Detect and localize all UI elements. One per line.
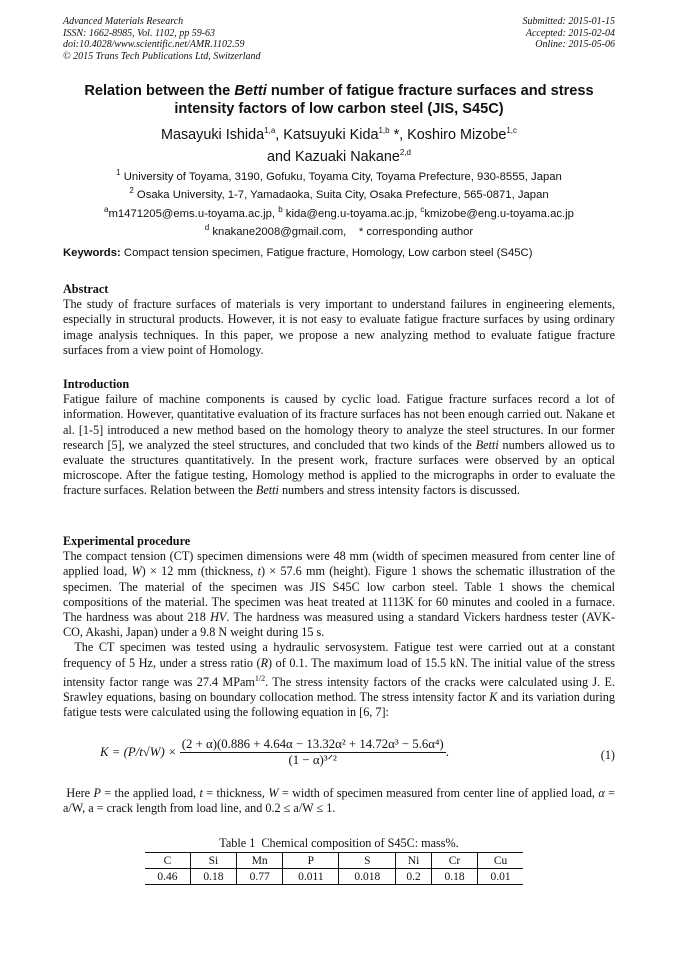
dates-info — [523, 16, 616, 51]
experimental-section — [63, 534, 619, 721]
table-cell: 0.2 — [396, 869, 432, 885]
table-header-cell: C — [145, 853, 190, 869]
keywords-text: Compact tension specimen, Fatigue fracture, Homology, Low carbon steel (S45C) — [120, 247, 533, 259]
introduction-heading: Introduction — [63, 377, 130, 391]
table-header-cell: Mn — [237, 853, 283, 869]
issn: ISSN: 1662-8985, Vol. 1102, pp 59-63 — [63, 27, 216, 39]
email-link[interactable]: kmizobe@eng.u-toyama.ac.jp — [424, 207, 574, 220]
email-line-2: $^d$ knakane2008@gmail.com, * corresponding author — [204, 222, 474, 238]
table-cell: 0.18 — [431, 869, 477, 885]
submitted-date: Submitted: 2015-01-15 — [522, 16, 615, 27]
author-name: *, Koshiro Mizobe — [389, 126, 507, 143]
table-cell: 0.46 — [145, 869, 190, 885]
paper-title: Relation between the Betti number of fatigue fracture surfaces and stress intensity factors of low carbon steel (JIS, S45C) — [84, 83, 594, 117]
doi: doi:10.4028/www.scientific.net/AMR.1102.59 — [63, 39, 245, 50]
table-cell: 0.011 — [283, 869, 339, 885]
introduction-section — [63, 377, 615, 499]
equation-lhs: K = (P/t√W) × — [100, 745, 177, 759]
table-caption: Table 1 Chemical composition of S45C: mass%. — [219, 836, 459, 850]
email-link[interactable]: kida@eng.u-toyama.ac.jp, — [282, 207, 421, 220]
table-header-row — [145, 853, 523, 869]
keywords — [63, 246, 615, 260]
author-name: Masayuki Ishida — [160, 126, 265, 143]
table-row — [145, 869, 523, 885]
introduction-text: Fatigue failure of machine components is caused by cyclic load. Fatigue fracture surfaces record a lot of information. However, quantitative evaluation of its fracture surfaces has not been enough carried out. Nakane et al. [1-5] introduced a new method based on the homology theory to analyze the steel structures. In our former research [5], we analyzed the steel structures, and concluded that two kinds of the Betti numbers allowed us to evaluate the structures quantitatively. In the present work, fracture surfaces were observed by an optical microscope. After the fatigue testing, Homology method is applied to the micrographs in order to evaluate the fracture surfaces. Relation between the Betti numbers and stress intensity factors is discussed. — [63, 392, 615, 498]
table-cell: 0.01 — [478, 869, 523, 885]
equation-numerator: (2 + α)(0.886 + 4.64α − 13.32α² + 14.72α³ − 5.6α⁴) — [181, 737, 444, 751]
author-name: , Katsuyuki Kida — [275, 126, 379, 143]
corresponding-note: * corresponding author — [346, 225, 474, 238]
equation-number: (1) — [600, 748, 615, 762]
journal-info — [63, 16, 261, 62]
table-header-cell: Si — [190, 853, 236, 869]
accepted-date: Accepted: 2015-02-04 — [525, 27, 615, 39]
chemical-composition-table — [145, 852, 523, 885]
equation-1: K = (P/t√W) × $\frac{\text{(2 + α)(0.886 + 4.64α − 13.32α² + 14.72α³ − 5.6α⁴)}}{\text{(1 − α)³ᐟ²}}$ . — [100, 737, 449, 767]
experimental-paragraph-2: The CT specimen was tested using a hydraulic servosystem. Fatigue test were carried out at a constant frequency of 5 Hz, under a stress ratio (R) of 0.1. The maximum load of 15.5 kN. The initial value of the stress intensity factor range was 27.4 MPam$^{1/2}$. The stress intensity factors of the cracks were calculated using J. E. Srawley equations, basing on boundary collocation method. The stress intensity factor K and its variation during fatigue tests were calculated using the following equation in [6, 7]: — [63, 640, 619, 720]
equation-denominator: (1 − α)³ᐟ² — [180, 752, 446, 768]
table-header-cell: Cr — [431, 853, 477, 869]
table-cell: 0.77 — [237, 869, 283, 885]
email-line-1: $^a$m1471205@ems.u-toyama.ac.jp, $^b$ kida@eng.u-toyama.ac.jp, $^c$kmizobe@eng.u-toyama.ac.jp — [104, 204, 574, 220]
copyright: © 2015 Trans Tech Publications Ltd, Switzerland — [63, 50, 261, 62]
experimental-paragraph-1: The compact tension (CT) specimen dimensions were 48 mm (width of specimen measured from center line of applied load, W) × 12 mm (thickness, t) × 57.6 mm (height). Figure 1 shows the schematic illustration of the specimen. The material of the specimen was JIS S45C low carbon steel. Table 1 shows the chemical compositions of the material. The specimen was heat treated at 1113K for 60 minutes and cooled in a furnace. The hardness was about 218 HV. The hardness was measured using a standard Vickers hardness tester (AVK-CO, Akashi, Japan) under a 9.8 N weight during 15 s. — [63, 549, 615, 640]
abstract-heading: Abstract — [63, 282, 109, 296]
equation-fraction — [180, 737, 446, 768]
where-clause: Here P = the applied load, t = thickness, W = width of specimen measured from center line of applied load, α = a/W, a = crack length from load line, and 0.2 ≤ a/W ≤ 1. — [63, 786, 619, 816]
experimental-heading: Experimental procedure — [63, 534, 191, 548]
online-date: Online: 2015-05-06 — [535, 39, 615, 50]
table-header-cell: Cu — [478, 853, 523, 869]
affiliations — [63, 166, 615, 239]
table-header-cell: Ni — [396, 853, 432, 869]
keywords-label: Keywords: — [63, 247, 121, 259]
journal-name: Advanced Materials Research — [63, 16, 184, 27]
table-cell: 0.018 — [339, 869, 396, 885]
table-header-cell: P — [283, 853, 339, 869]
email-link[interactable]: m1471205@ems.u-toyama.ac.jp, — [108, 207, 279, 220]
affiliation-2: $^2$ Osaka University, 1-7, Yamadaoka, Suita City, Osaka Prefecture, 565-0871, Japan — [129, 186, 549, 202]
abstract-text: The study of fracture surfaces of materials is very important to understand failures in engineering elements, especially in structural products. However, it is not easy to evaluate fatigue fracture surfaces by using ordinary image analysis techniques. In this paper, we propose a new analyzing method to evaluate fatigue fracture surfaces from a view point of Homology. — [63, 297, 615, 357]
email-link[interactable]: knakane2008@gmail.com, — [209, 225, 347, 238]
table-cell: 0.18 — [190, 869, 236, 885]
affiliation-1: $^1$ University of Toyama, 3190, Gofuku, Toyama City, Toyama Prefecture, 930-8555, Japan — [116, 168, 562, 183]
authors: Masayuki Ishida$^{1,a}$, Katsuyuki Kida$^{1,b}$ *, Koshiro Mizobe$^{1,c}$ and Kazuaki Nakane$^{2,d}$ — [160, 126, 518, 165]
abstract-section — [63, 282, 615, 358]
author-name: and Kazuaki Nakane — [267, 148, 400, 165]
table-header-cell: S — [339, 853, 396, 869]
